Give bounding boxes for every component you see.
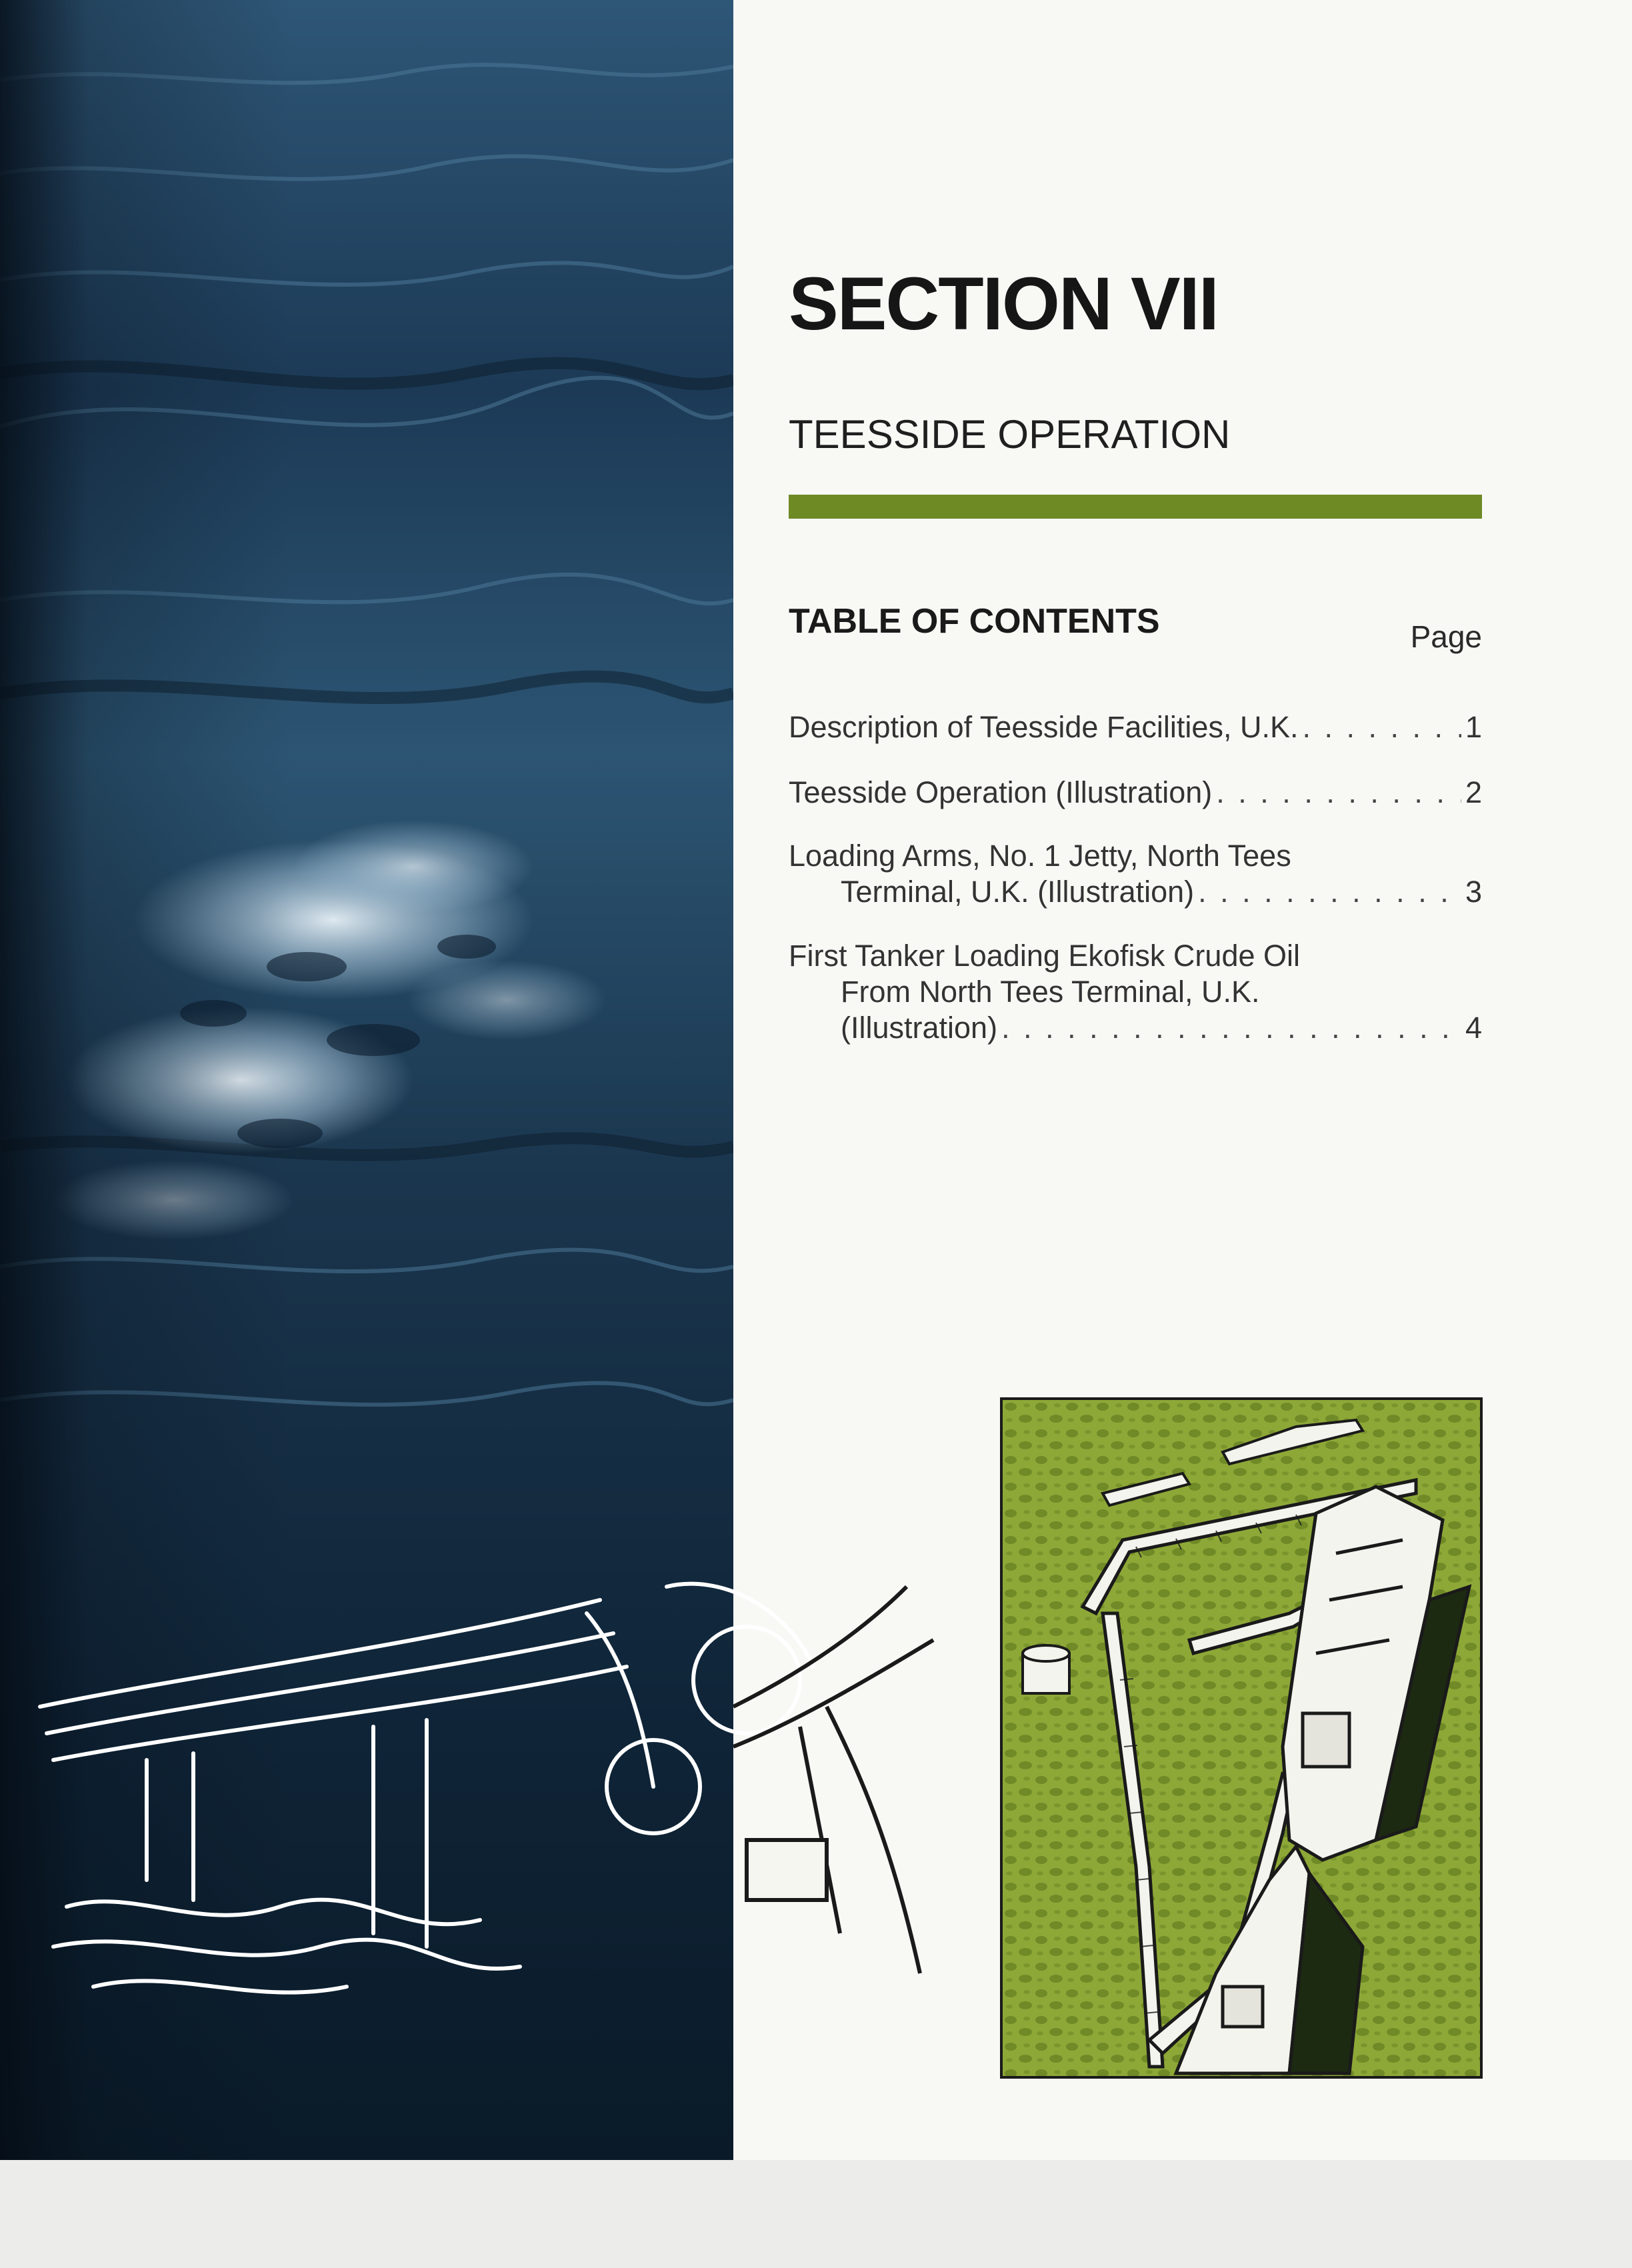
green-divider-bar bbox=[789, 495, 1482, 519]
dot-leader bbox=[1001, 1010, 1461, 1046]
toc-page-number: 1 bbox=[1465, 710, 1482, 744]
toc-entry-text: (Illustration) bbox=[841, 1011, 998, 1045]
toc-entry bbox=[789, 709, 1482, 745]
dot-leader bbox=[1198, 874, 1461, 910]
toc-page-column-header: Page bbox=[1410, 619, 1482, 654]
dot-leader bbox=[1216, 775, 1461, 811]
terminal-aerial-illustration bbox=[1000, 1397, 1483, 2079]
toc-page-number: 2 bbox=[1465, 775, 1482, 809]
toc-page-number: 3 bbox=[1465, 875, 1482, 909]
toc-entry-text: First Tanker Loading Ekofisk Crude Oil bbox=[789, 939, 1300, 973]
section-subtitle: TEESSIDE OPERATION bbox=[789, 412, 1231, 457]
toc-heading: TABLE OF CONTENTS bbox=[789, 602, 1160, 641]
toc-entry-text: Terminal, U.K. (Illustration) bbox=[841, 875, 1195, 909]
toc-entry bbox=[789, 838, 1482, 910]
toc-page-number: 4 bbox=[1465, 1011, 1482, 1045]
toc-entry-text: From North Tees Terminal, U.K. bbox=[841, 975, 1260, 1009]
dot-leader bbox=[1302, 709, 1461, 745]
toc-entry-text: Description of Teesside Facilities, U.K. bbox=[789, 710, 1299, 744]
toc-entry bbox=[789, 938, 1482, 1046]
toc-entry-text: Teesside Operation (Illustration) bbox=[789, 775, 1213, 809]
toc-entry bbox=[789, 775, 1482, 811]
section-title: SECTION VII bbox=[789, 262, 1218, 345]
loading-arm-line-drawing bbox=[0, 1507, 1013, 2067]
contents-column bbox=[789, 0, 1482, 1133]
toc-entry-text: Loading Arms, No. 1 Jetty, North Tees bbox=[789, 839, 1291, 873]
